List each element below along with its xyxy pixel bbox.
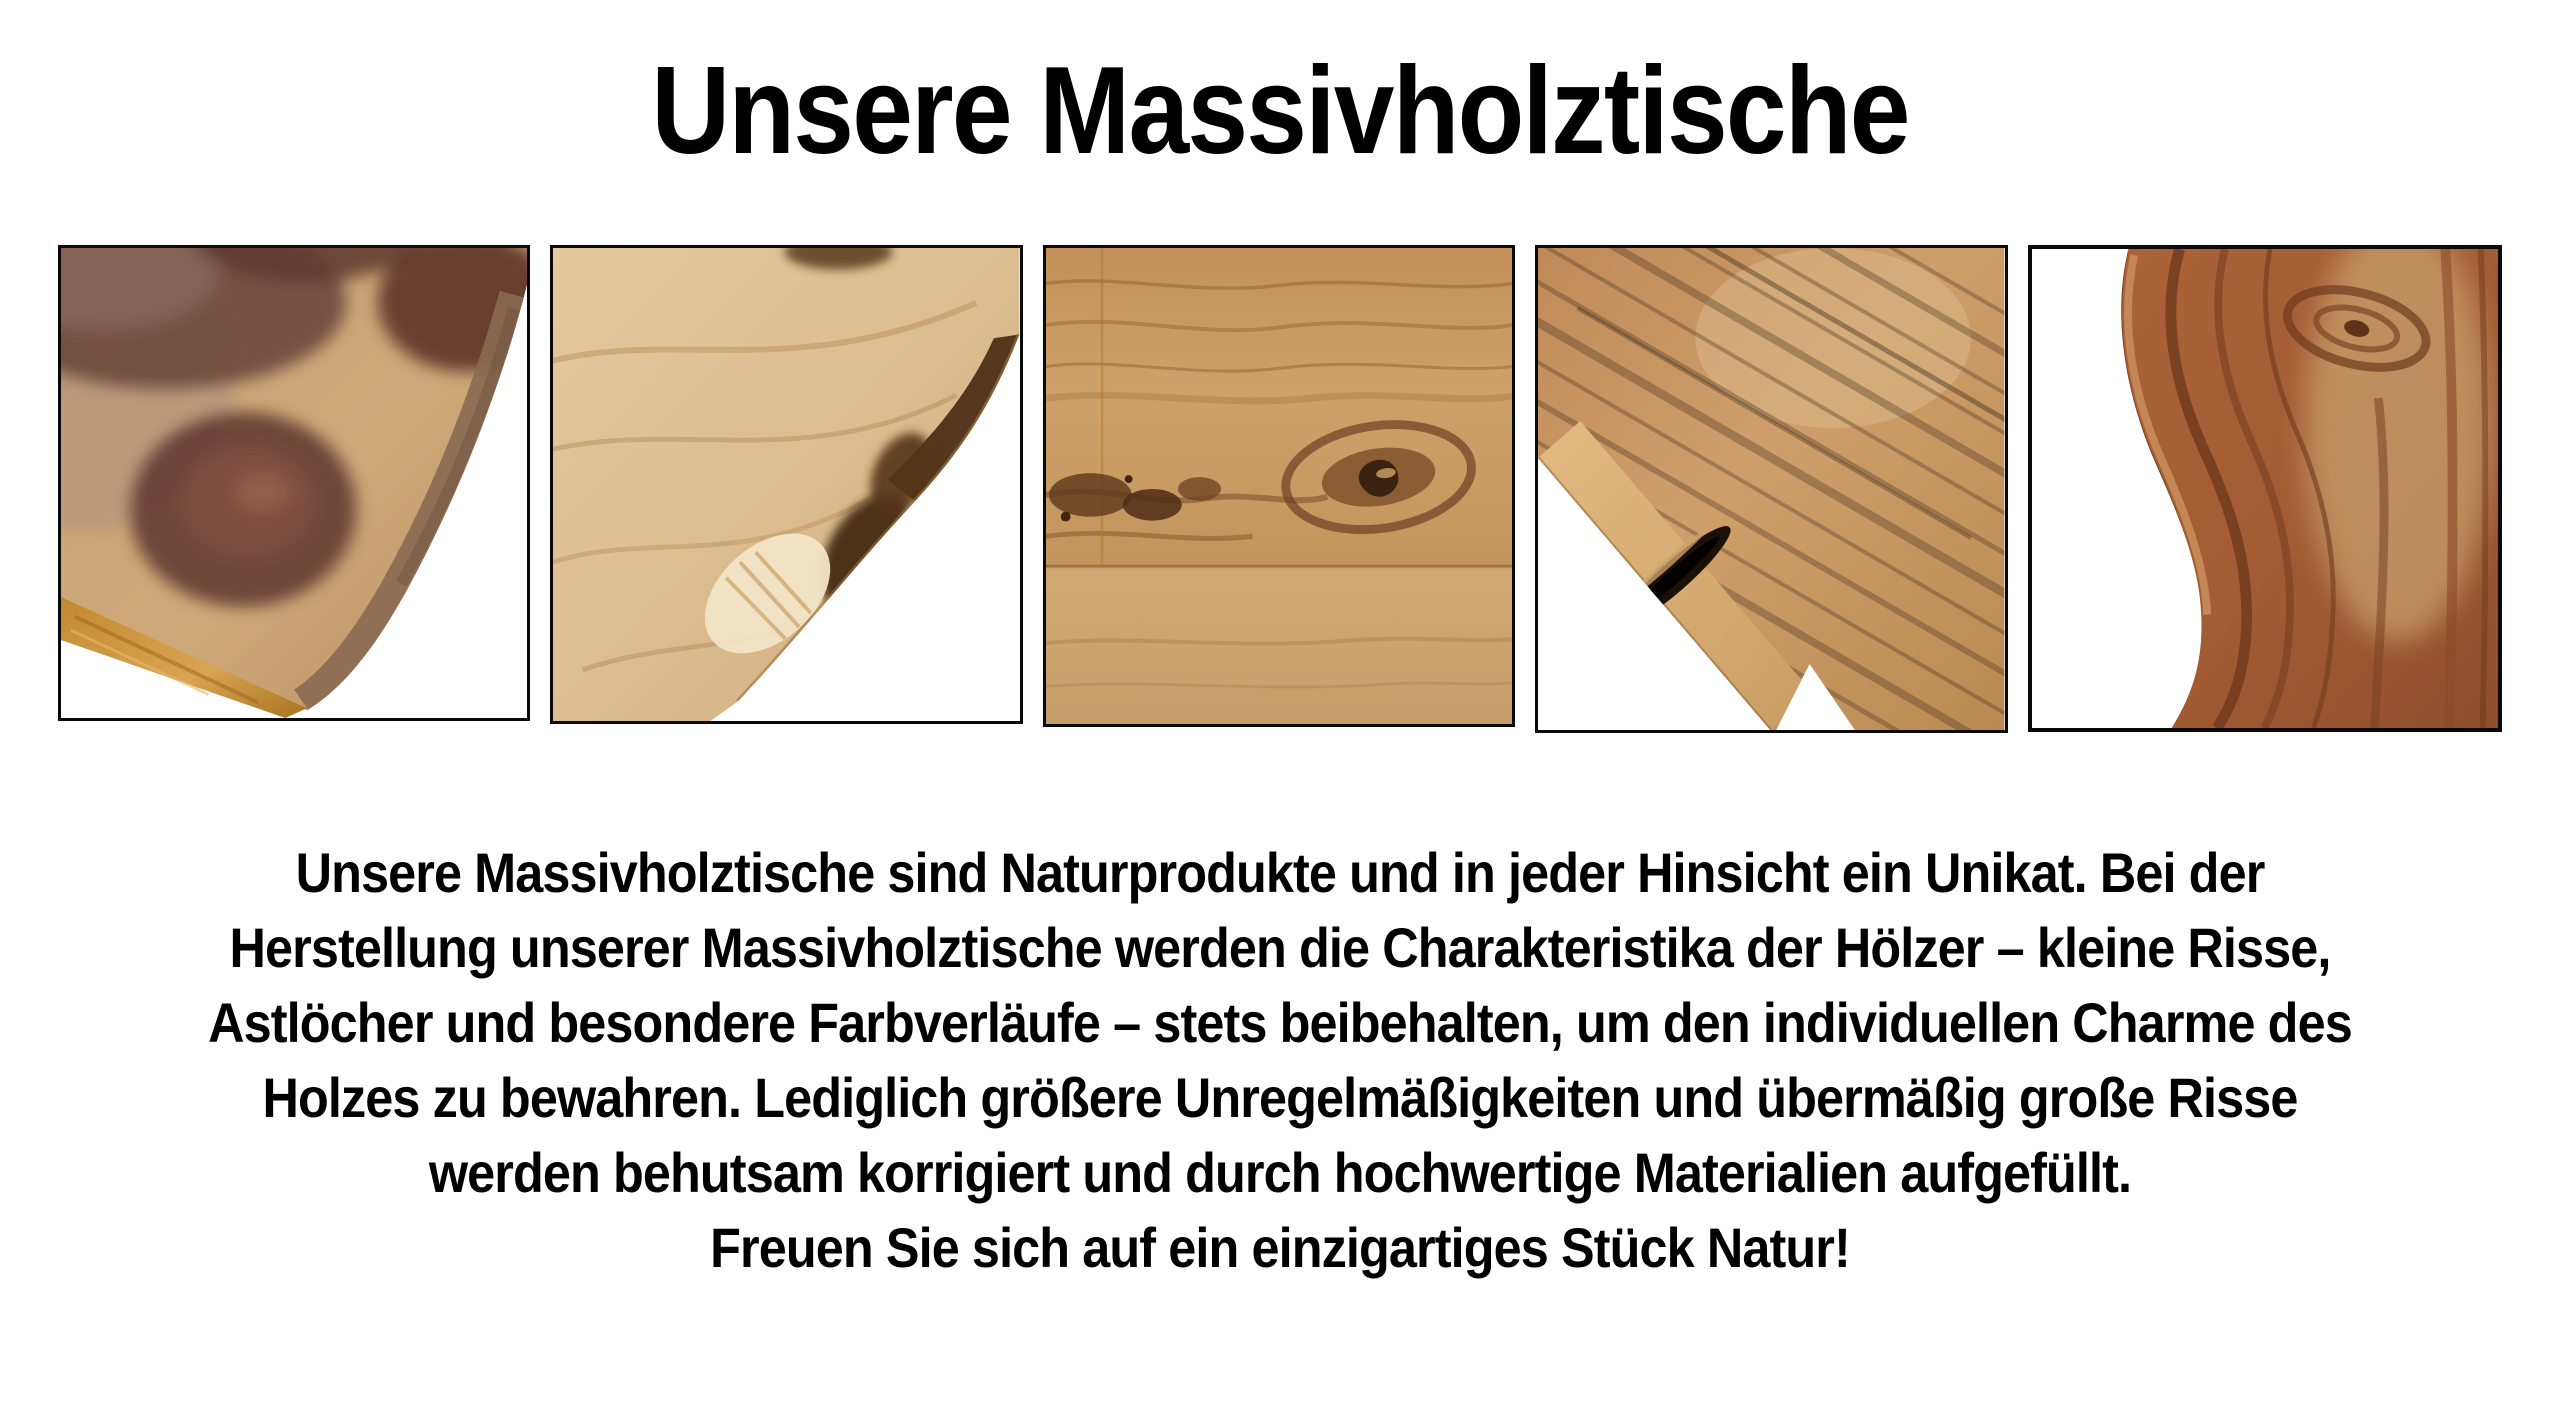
wood-sample-5-image (2032, 249, 2498, 728)
page-title: Unsere Massivholztische (651, 42, 1909, 180)
wood-sample-1 (58, 245, 530, 721)
wood-sample-3 (1043, 245, 1515, 727)
description-line-1: Unsere Massivholztische sind Naturprodukte und in jeder Hinsicht ein Unikat. Bei der (295, 841, 2265, 904)
wood-sample-3-image (1046, 248, 1512, 724)
wood-sample-4 (1535, 245, 2007, 733)
wood-sample-4-image (1538, 248, 2004, 730)
wood-sample-5 (2028, 245, 2502, 732)
description-line-4: Holzes zu bewahren. Lediglich größere Unregelmäßigkeiten und übermäßig große Risse (262, 1066, 2298, 1129)
wood-sample-2-image (553, 248, 1019, 721)
description-line-2: Herstellung unserer Massivholztische werden die Charakteristika der Hölzer – kleine Risse, (229, 916, 2331, 979)
description-line-3: Astlöcher und besondere Farbverläufe – stets beibehalten, um den individuellen Charme des (208, 991, 2352, 1054)
wood-samples-gallery (0, 245, 2560, 733)
description-line-6: Freuen Sie sich auf ein einzigartiges Stück Natur! (710, 1216, 1850, 1279)
wood-sample-2 (550, 245, 1022, 724)
wood-sample-1-image (61, 248, 527, 718)
description-text (0, 835, 2560, 1285)
description-line-5: werden behutsam korrigiert und durch hochwertige Materialien aufgefüllt. (428, 1141, 2132, 1204)
